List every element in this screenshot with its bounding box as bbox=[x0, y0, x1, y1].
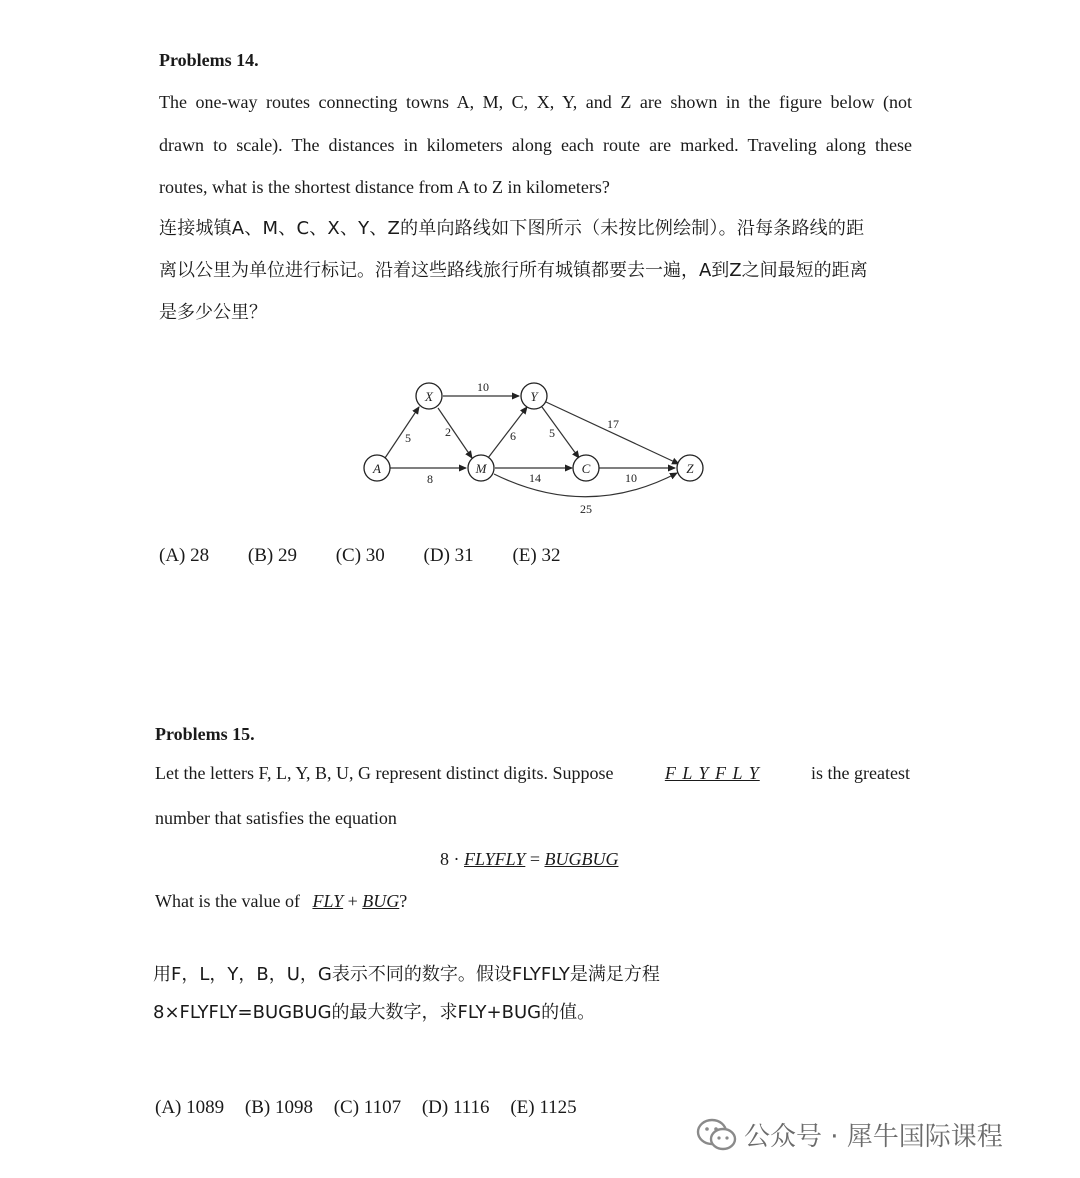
eq-prefix: 8 · bbox=[440, 849, 460, 869]
p14-zh-line-1: 连接城镇A、M、C、X、Y、Z的单向路线如下图所示（未按比例绘制）。沿每条路线的距 bbox=[159, 218, 865, 239]
edge-label-y-c: 5 bbox=[549, 426, 555, 440]
route-diagram bbox=[355, 370, 725, 530]
edge-label-x-m: 2 bbox=[445, 425, 451, 439]
node-label-y: Y bbox=[530, 389, 538, 404]
node-label-m: M bbox=[475, 461, 487, 476]
edge-label-x-y: 10 bbox=[477, 380, 489, 394]
edge-label-c-z: 10 bbox=[625, 471, 637, 485]
edge-label-y-z: 17 bbox=[607, 417, 619, 431]
node-label-a: A bbox=[373, 461, 381, 476]
p14-title: Problems 14. bbox=[159, 50, 259, 70]
p15-number-flyfly: F L Y F L Y bbox=[664, 763, 760, 783]
p14-zh-line-2: 离以公里为单位进行标记。沿着这些路线旅行所有城镇都要去一遍，A到Z之间最短的距离 bbox=[159, 260, 868, 281]
p14-english-text bbox=[159, 81, 912, 209]
edge-m-y bbox=[488, 407, 527, 458]
edge-label-m-z: 25 bbox=[580, 502, 592, 516]
p15-choice-b[interactable]: (B) 1098 bbox=[244, 1097, 313, 1118]
q-bug: BUG bbox=[362, 891, 400, 911]
p14-en-line-3: routes, what is the shortest distance from A to Z in kilometers? bbox=[159, 177, 610, 197]
node-label-c: C bbox=[581, 461, 591, 476]
p15-zh-line-2: 8×FLYFLY=BUGBUG的最大数字，求FLY+BUG的值。 bbox=[153, 1002, 596, 1023]
edge-label-a-x: 5 bbox=[405, 431, 411, 445]
edge-label-m-c: 14 bbox=[529, 471, 541, 485]
p15-line-1-post: is the greatest bbox=[811, 763, 910, 783]
p14-choice-b[interactable]: (B) 29 bbox=[247, 545, 297, 566]
p15-choice-c[interactable]: (C) 1107 bbox=[333, 1097, 402, 1118]
p14-choice-c[interactable]: (C) 30 bbox=[335, 545, 385, 566]
edge-label-m-y: 6 bbox=[510, 429, 516, 443]
p15-zh-line-1: 用F，L，Y，B，U，G表示不同的数字。假设FLYFLY是满足方程 bbox=[153, 964, 660, 985]
q-plus: + bbox=[347, 891, 358, 911]
p14-choice-e[interactable]: (E) 32 bbox=[512, 545, 561, 566]
watermark bbox=[696, 1116, 1003, 1153]
p15-chinese-text bbox=[153, 956, 660, 1032]
p15-choice-a[interactable]: (A) 1089 bbox=[155, 1097, 225, 1118]
p14-choice-a[interactable]: (A) 28 bbox=[159, 545, 210, 566]
p15-question bbox=[155, 891, 407, 912]
p15-equation bbox=[440, 849, 618, 870]
node-label-x: X bbox=[425, 389, 433, 404]
q-pre: What is the value of bbox=[155, 891, 300, 911]
eq-right: BUGBUG bbox=[544, 849, 619, 869]
p15-choice-e[interactable]: (E) 1125 bbox=[510, 1097, 577, 1118]
p14-en-line-1: The one-way routes connecting towns A, M, C, X, Y, and Z are shown in the figure below (not bbox=[159, 92, 912, 112]
wechat-icon bbox=[696, 1117, 738, 1153]
p14-choices bbox=[159, 545, 594, 567]
node-label-z: Z bbox=[686, 461, 694, 476]
p15-title: Problems 15. bbox=[155, 724, 255, 744]
p14-chinese-text bbox=[159, 208, 912, 334]
edge-label-a-m: 8 bbox=[427, 472, 433, 486]
q-post: ? bbox=[399, 891, 408, 911]
edge-x-m bbox=[438, 408, 472, 458]
p14-zh-line-3: 是多少公里？ bbox=[159, 302, 267, 323]
p15-line-1 bbox=[155, 763, 910, 784]
eq-equals: = bbox=[529, 849, 540, 869]
p15-line-2: number that satisfies the equation bbox=[155, 808, 397, 828]
p14-choice-d[interactable]: (D) 31 bbox=[423, 545, 474, 566]
eq-left: FLYFLY bbox=[464, 849, 526, 869]
watermark-text: 公众号 · 犀牛国际课程 bbox=[744, 1122, 1003, 1152]
p14-en-line-2: drawn to scale). The distances in kilometers along each route are marked. Traveling along these bbox=[159, 134, 912, 155]
edge-a-x bbox=[385, 407, 419, 458]
p15-line-1-pre: Let the letters F, L, Y, B, U, G represent distinct digits. Suppose bbox=[155, 763, 614, 783]
p15-choice-d[interactable]: (D) 1116 bbox=[421, 1097, 490, 1118]
q-fly: FLY bbox=[312, 891, 344, 911]
edge-y-z bbox=[546, 402, 679, 464]
p15-choices bbox=[155, 1097, 593, 1119]
